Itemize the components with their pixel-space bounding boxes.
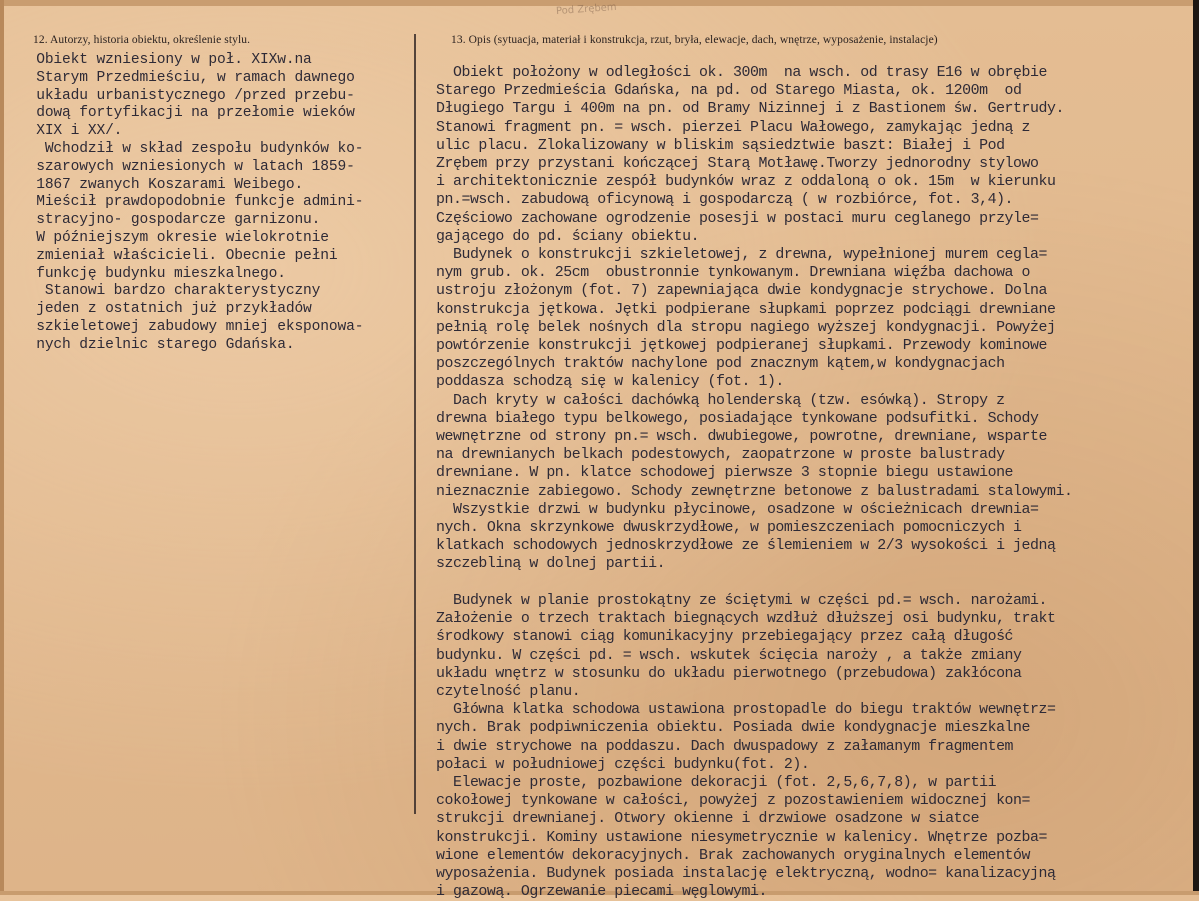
frame-right xyxy=(1193,0,1199,895)
pencil-annotation: Pod Zrębem xyxy=(555,1,617,18)
section-header-authors-history: 12. Autorzy, historia obiektu, określenie stylu. xyxy=(33,34,251,46)
section-header-description: 13. Opis (sytuacja, materiał i konstrukcja, rzut, bryła, elewacje, dach, wnętrze, wyposażenie, instalacje) xyxy=(451,34,938,46)
frame-left xyxy=(0,0,4,895)
description-typed-text: Obiekt położony w odległości ok. 300m na wsch. od trasy E16 w obrębie Starego Przedmieścia Gdańska, na pd. od Starego Miasta, ok. 1200m od Długiego Targu i 400m na pn. od Bramy Nizinnej i z Bastionem św. Gertrudy. Stanowi fragment pn. = wsch. pierzei Placu Wałowego, zamykając jedną z ulic placu. Zlokalizowany w bliskim sąsiedztwie baszt: Białej i Pod Zrębem przy przystani kończącej Starą Motławę.Tworzy jednorodny stylowo i architektonicznie zespół budynków wraz z oddaloną o ok. 15m w kierunku pn.=wsch. zabudową oficynową i gospodarczą ( w rozbiórce, fot. 3,4). Częściowo zachowane ogrodzenie posesji w postaci muru ceglanego przyle= gającego do pd. ściany obiektu. Budynek o konstrukcji szkieletowej, z drewna, wypełnionej murem cegla= nym grub. ok. 25cm obustronnie tynkowanym. Drewniana więźba dachowa o ustroju złożonym (fot. 7) zapewniająca dwie kondygnacje strychowe. Dolna konstrukcja jętkowa. Jętki podpierane słupkami poprzez podciągi drewniane pełnią rolę belek nośnych dla stropu nagiego wyższej kondygnacji. Powyżej powtórzenie konstrukcji jętkowej podpieranej słupkami. Przewody kominowe poszczególnych traktów nachylone pod znacznym kątem,w kondygnacjach poddasza schodzą się w kalenicy (fot. 1). Dach kryty w całości dachówką holenderską (tzw. esówką). Stropy z drewna białego typu belkowego, posiadające tynkowane podsufitki. Schody wewnętrzne od strony pn.= wsch. dwubiegowe, powrotne, drewniane, wsparte na drewnianych belkach podestowych, zaopatrzone w proste balustrady drewniane. W pn. klatce schodowej pierwsze 3 stopnie biegu ustawione nieznacznie zabiegowo. Schody zewnętrzne betonowe z balustradami stalowymi. Wszystkie drzwi w budynku płycinowe, osadzone w ościeżnicach drewnia= nych. Okna skrzynkowe dwuskrzydłowe, w pomieszczeniach pomocniczych i klatkach schodowych jednoskrzydłowe ze ślemieniem w 2/3 wysokości i jedną szczebliną w dolnej partii. Budynek w planie prostokątny ze ściętymi w części pd.= wsch. narożami. Założenie o trzech traktach biegnących wzdłuż dłuższej osi budynku, trakt środkowy stanowi ciąg komunikacyjny przebiegający przez całą długość budynku. W części pd. = wsch. wskutek ścięcia naroży , a także zmiany układu wnętrz w stosunku do układu pierwotnego (przebudowa) zakłócona czytelność planu. Główna klatka schodowa ustawiona prostopadle do biegu traktów wewnętrz= nych. Brak podpiwniczenia obiektu. Posiada dwie kondygnacje mieszkalne i dwie strychowe na poddaszu. Dach dwuspadowy z załamanym fragmentem połaci w południowej części budynku(fot. 2). Elewacje proste, pozbawione dekoracji (fot. 2,5,6,7,8), w partii cokołowej tynkowane w całości, powyżej z pozostawieniem widocznej kon= strukcji drewnianej. Otwory okienne i drzwiowe osadzone w siatce konstrukcji. Kominy ustawione niesymetrycznie w kalenicy. Wnętrze pozba= wione elementów dekoracyjnych. Brak zachowanych oryginalnych elementów wyposażenia. Budynek posiada instalację elektryczną, wodno= kanalizacyjną i gazową. Ogrzewanie piecami węglowymi. xyxy=(436,65,1073,901)
column-divider xyxy=(414,34,416,814)
history-typed-text: Obiekt wzniesiony w poł. XIXw.na Starym Przedmieściu, w ramach dawnego układu urbanistycznego /przed przebu- dową fortyfikacji na przełomie wieków XIX i XX/. Wchodził w skład zespołu budynków ko- szarowych wzniesionych w latach 1859- 1867 zwanych Koszarami Weibego. Mieścił prawdopodobnie funkcje admini- stracyjno- gospodarcze garnizonu. W późniejszym okresie wielokrotnie zmieniał właścicieli. Obecnie pełni funkcję budynku mieszkalnego. Stanowi bardzo charakterystyczny jeden z ostatnich już przykładów szkieletowej zabudowy mniej eksponowa- nych dzielnic starego Gdańska. xyxy=(36,52,364,353)
